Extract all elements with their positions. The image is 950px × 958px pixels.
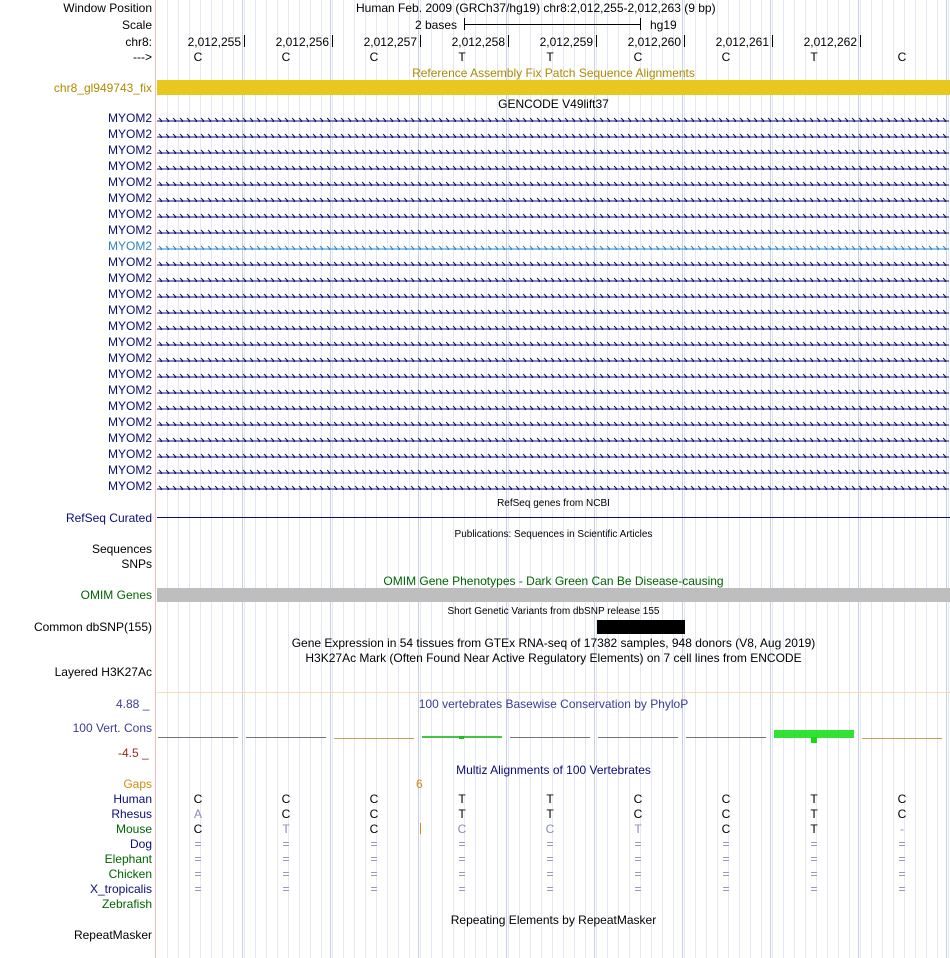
gencode-gene-label[interactable]: MYOM2 xyxy=(107,479,152,493)
grid-line xyxy=(420,0,421,958)
phylop-score-bar xyxy=(246,737,326,738)
multiz-base: = xyxy=(458,867,466,881)
grid-line xyxy=(442,0,443,958)
phylop-score-bar xyxy=(334,738,414,739)
gencode-gene-model[interactable] xyxy=(157,130,949,138)
multiz-base: = xyxy=(634,867,642,881)
multiz-species-label[interactable]: Dog xyxy=(129,837,152,851)
ruler-position-label: 2,012,257 xyxy=(363,35,417,49)
multiz-species-label[interactable]: X_tropicalis xyxy=(89,882,152,896)
gencode-gene-model[interactable] xyxy=(157,210,949,218)
multiz-base: = xyxy=(458,837,466,851)
h3k27ac-label[interactable]: Layered H3K27Ac xyxy=(54,665,152,679)
ruler-tick xyxy=(508,35,509,47)
grid-line xyxy=(255,0,256,958)
scale-bar xyxy=(464,18,641,30)
gencode-gene-model[interactable] xyxy=(157,482,949,490)
grid-line xyxy=(431,0,432,958)
window-position-label: Window Position xyxy=(63,1,152,15)
grid-line xyxy=(750,0,751,958)
multiz-base: = xyxy=(458,882,466,896)
gencode-gene-label[interactable]: MYOM2 xyxy=(107,447,152,461)
multiz-base: = xyxy=(282,852,290,866)
gencode-gene-model[interactable] xyxy=(157,226,949,234)
multiz-base: = xyxy=(898,852,906,866)
grid-line xyxy=(409,0,410,958)
multiz-base: = xyxy=(898,867,906,881)
ruler-position-label: 2,012,259 xyxy=(539,35,593,49)
ruler-tick xyxy=(596,35,597,47)
base-boundary-line xyxy=(770,0,771,958)
gencode-gene-label[interactable]: MYOM2 xyxy=(107,287,152,301)
publications-snps-label[interactable]: SNPs xyxy=(121,557,152,571)
grid-line xyxy=(882,0,883,958)
base-letter: T xyxy=(810,50,818,64)
scale-assembly: hg19 xyxy=(650,18,677,32)
grid-line xyxy=(387,0,388,958)
multiz-base: = xyxy=(194,882,202,896)
grid-line xyxy=(651,0,652,958)
h3k27ac-title: H3K27Ac Mark (Often Found Near Active Regulatory Elements) on 7 cell lines from ENCODE xyxy=(305,651,802,665)
grid-line xyxy=(618,0,619,958)
multiz-base: C xyxy=(633,792,643,806)
gencode-gene-model[interactable] xyxy=(157,386,949,394)
gencode-gene-model[interactable] xyxy=(157,306,949,314)
grid-line xyxy=(563,0,564,958)
grid-line xyxy=(684,0,685,958)
fix-patch-bar[interactable] xyxy=(157,80,950,95)
ruler-position-label: 2,012,258 xyxy=(451,35,505,49)
gencode-gene-label[interactable]: MYOM2 xyxy=(107,431,152,445)
grid-line xyxy=(222,0,223,958)
gencode-gene-model[interactable] xyxy=(157,290,949,298)
multiz-base: = xyxy=(722,867,730,881)
multiz-base: = xyxy=(634,882,642,896)
h3k27ac-separator xyxy=(157,692,950,693)
grid-line xyxy=(860,0,861,958)
grid-line xyxy=(354,0,355,958)
omim-bar[interactable] xyxy=(157,588,950,602)
multiz-base: C xyxy=(721,807,731,821)
gencode-gene-label[interactable]: MYOM2 xyxy=(107,143,152,157)
ruler-position-label: 2,012,262 xyxy=(803,35,857,49)
gencode-gene-label[interactable]: MYOM2 xyxy=(107,351,152,365)
grid-line xyxy=(706,0,707,958)
multiz-species-label[interactable]: Zebrafish xyxy=(101,897,152,911)
grid-line xyxy=(607,0,608,958)
grid-line xyxy=(585,0,586,958)
phylop-score-bar xyxy=(862,738,942,739)
multiz-species-label[interactable]: Human xyxy=(113,792,152,806)
gencode-gene-label[interactable]: MYOM2 xyxy=(107,415,152,429)
multiz-base: = xyxy=(370,882,378,896)
gencode-gene-model[interactable] xyxy=(157,402,949,410)
multiz-base: C xyxy=(721,792,731,806)
strand-label: ---> xyxy=(133,50,152,64)
gencode-gene-label[interactable]: MYOM2 xyxy=(107,399,152,413)
grid-line xyxy=(497,0,498,958)
multiz-base: T xyxy=(810,822,818,836)
ruler-position-label: 2,012,255 xyxy=(187,35,241,49)
gencode-gene-label[interactable]: MYOM2 xyxy=(107,207,152,221)
multiz-base: T xyxy=(458,807,466,821)
grid-line xyxy=(244,0,245,958)
gencode-gene-label[interactable]: MYOM2 xyxy=(107,367,152,381)
grid-line xyxy=(596,0,597,958)
gencode-gene-label[interactable]: MYOM2 xyxy=(107,463,152,477)
multiz-base: A xyxy=(193,807,202,821)
phylop-peak-marker xyxy=(811,737,817,743)
base-boundary-line xyxy=(946,0,947,958)
gencode-gene-model[interactable] xyxy=(157,450,949,458)
gencode-gene-model[interactable] xyxy=(157,338,949,346)
base-boundary-line xyxy=(418,0,419,958)
multiz-base: T xyxy=(546,807,554,821)
label-divider xyxy=(155,0,156,958)
multiz-base: C xyxy=(193,822,203,836)
grid-line xyxy=(167,0,168,958)
gencode-gene-model[interactable] xyxy=(157,322,949,330)
phylop-score-bar xyxy=(510,737,590,738)
multiz-base: = xyxy=(370,837,378,851)
gaps-value: 6 xyxy=(416,777,423,791)
phylop-label[interactable]: 100 Vert. Cons xyxy=(72,721,152,735)
phylop-score-bar xyxy=(598,737,678,738)
phylop-score-bar xyxy=(686,737,766,738)
grid-line xyxy=(332,0,333,958)
refseq-label[interactable]: RefSeq Curated xyxy=(65,511,152,525)
multiz-base: = xyxy=(194,837,202,851)
grid-line xyxy=(849,0,850,958)
grid-line xyxy=(486,0,487,958)
multiz-base: T xyxy=(634,822,642,836)
multiz-base: T xyxy=(546,792,554,806)
ruler-tick xyxy=(772,35,773,47)
grid-line xyxy=(926,0,927,958)
gencode-gene-label[interactable]: MYOM2 xyxy=(107,255,152,269)
multiz-base: = xyxy=(370,852,378,866)
base-letter: C xyxy=(193,50,203,64)
multiz-base: = xyxy=(194,867,202,881)
gtex-title: Gene Expression in 54 tissues from GTEx RNA-seq of 17382 samples, 948 donors (V8, Aug 2019) xyxy=(291,636,816,650)
gencode-title: GENCODE V49lift37 xyxy=(498,97,609,111)
multiz-species-label[interactable]: Elephant xyxy=(104,852,152,866)
grid-line xyxy=(299,0,300,958)
multiz-base: = xyxy=(810,852,818,866)
multiz-base: T xyxy=(458,792,466,806)
ruler-tick xyxy=(332,35,333,47)
base-letter: C xyxy=(897,50,907,64)
base-boundary-line xyxy=(858,0,859,958)
multiz-base: = xyxy=(546,837,554,851)
dbsnp-title: Short Genetic Variants from dbSNP release 155 xyxy=(447,606,660,617)
grid-line xyxy=(398,0,399,958)
base-letter: C xyxy=(633,50,643,64)
multiz-base: C xyxy=(457,822,467,836)
multiz-base: = xyxy=(282,837,290,851)
grid-line xyxy=(310,0,311,958)
phylop-min-label: -4.5 _ xyxy=(118,746,149,760)
gencode-gene-model[interactable] xyxy=(157,466,949,474)
multiz-base: T xyxy=(810,807,818,821)
gencode-gene-model[interactable] xyxy=(157,434,949,442)
grid-line xyxy=(178,0,179,958)
multiz-species-label[interactable]: Rhesus xyxy=(111,807,152,821)
gencode-gene-model[interactable] xyxy=(157,258,949,266)
gap-insertion-marker xyxy=(420,823,421,834)
gencode-gene-label[interactable]: MYOM2 xyxy=(107,335,152,349)
multiz-species-label[interactable]: Mouse xyxy=(115,822,152,836)
multiz-base: = xyxy=(810,837,818,851)
grid-line xyxy=(662,0,663,958)
multiz-base: = xyxy=(458,852,466,866)
multiz-base: = xyxy=(722,852,730,866)
repeatmasker-label[interactable]: RepeatMasker xyxy=(73,928,152,942)
gencode-gene-label[interactable]: MYOM2 xyxy=(107,159,152,173)
grid-line xyxy=(794,0,795,958)
grid-line xyxy=(519,0,520,958)
multiz-base: C xyxy=(897,807,907,821)
grid-line xyxy=(233,0,234,958)
multiz-base: = xyxy=(370,867,378,881)
gencode-gene-label[interactable]: MYOM2 xyxy=(107,271,152,285)
grid-line xyxy=(772,0,773,958)
refseq-gene-line[interactable] xyxy=(157,517,950,518)
gencode-gene-model[interactable] xyxy=(157,370,949,378)
multiz-base: T xyxy=(282,822,290,836)
gencode-gene-model[interactable] xyxy=(157,194,949,202)
multiz-base: = xyxy=(810,867,818,881)
multiz-base: C xyxy=(369,807,379,821)
grid-line xyxy=(695,0,696,958)
multiz-base: C xyxy=(721,822,731,836)
gencode-gene-model[interactable] xyxy=(157,162,949,170)
grid-line xyxy=(673,0,674,958)
multiz-base: = xyxy=(282,882,290,896)
gencode-gene-label[interactable]: MYOM2 xyxy=(107,239,152,253)
grid-line xyxy=(266,0,267,958)
gencode-gene-label[interactable]: MYOM2 xyxy=(107,383,152,397)
gencode-gene-model[interactable] xyxy=(157,242,949,250)
grid-line xyxy=(948,0,949,958)
multiz-base: C xyxy=(281,807,291,821)
gencode-gene-model[interactable] xyxy=(157,418,949,426)
phylop-max-label: 4.88 _ xyxy=(116,697,150,711)
window-position-title: Human Feb. 2009 (GRCh37/hg19) chr8:2,012,255-2,012,263 (9 bp) xyxy=(356,1,716,15)
grid-line xyxy=(475,0,476,958)
multiz-base: = xyxy=(546,882,554,896)
multiz-species-label[interactable]: Chicken xyxy=(108,867,152,881)
grid-line xyxy=(574,0,575,958)
fix-patch-label[interactable]: chr8_gl949743_fix xyxy=(53,81,152,95)
grid-line xyxy=(321,0,322,958)
multiz-base: = xyxy=(722,882,730,896)
ruler-position-label: 2,012,261 xyxy=(715,35,769,49)
gencode-gene-model[interactable] xyxy=(157,354,949,362)
gaps-label[interactable]: Gaps xyxy=(123,777,152,791)
gencode-gene-label[interactable]: MYOM2 xyxy=(107,175,152,189)
multiz-base: = xyxy=(634,852,642,866)
ruler-position-label: 2,012,260 xyxy=(627,35,681,49)
gencode-gene-model[interactable] xyxy=(157,114,949,122)
base-boundary-line xyxy=(682,0,683,958)
gencode-gene-label[interactable]: MYOM2 xyxy=(107,191,152,205)
phylop-peak-marker xyxy=(459,736,464,739)
multiz-base: C xyxy=(193,792,203,806)
grid-line xyxy=(937,0,938,958)
multiz-base: = xyxy=(634,837,642,851)
base-boundary-line xyxy=(242,0,243,958)
fix-patch-title: Reference Assembly Fix Patch Sequence Alignments xyxy=(412,66,695,80)
refseq-title: RefSeq genes from NCBI xyxy=(497,498,610,509)
multiz-base: = xyxy=(722,837,730,851)
multiz-base: = xyxy=(546,852,554,866)
scale-label: Scale xyxy=(121,18,152,32)
ruler-position-label: 2,012,256 xyxy=(275,35,329,49)
multiz-base: - xyxy=(900,822,904,836)
grid-line xyxy=(838,0,839,958)
scale-text: 2 bases xyxy=(415,18,458,32)
publications-title: Publications: Sequences in Scientific Articles xyxy=(454,529,653,540)
multiz-base: C xyxy=(897,792,907,806)
multiz-title: Multiz Alignments of 100 Vertebrates xyxy=(456,763,651,777)
grid-line xyxy=(343,0,344,958)
gencode-gene-label[interactable]: MYOM2 xyxy=(107,127,152,141)
chrom-label: chr8: xyxy=(125,35,152,49)
ruler-tick xyxy=(420,35,421,47)
grid-line xyxy=(739,0,740,958)
grid-line xyxy=(915,0,916,958)
dbsnp-label[interactable]: Common dbSNP(155) xyxy=(33,620,152,634)
grid-line xyxy=(508,0,509,958)
grid-line xyxy=(761,0,762,958)
gencode-gene-label[interactable]: MYOM2 xyxy=(107,319,152,333)
ruler-tick xyxy=(684,35,685,47)
multiz-base: C xyxy=(369,822,379,836)
multiz-base: T xyxy=(810,792,818,806)
multiz-base: C xyxy=(369,792,379,806)
gencode-gene-model[interactable] xyxy=(157,178,949,186)
multiz-base: = xyxy=(282,867,290,881)
omim-label[interactable]: OMIM Genes xyxy=(80,588,152,602)
ruler-tick xyxy=(860,35,861,47)
dbsnp-variant-block[interactable] xyxy=(597,620,685,634)
base-letter: C xyxy=(281,50,291,64)
gencode-gene-label[interactable]: MYOM2 xyxy=(107,223,152,237)
ruler-tick xyxy=(244,35,245,47)
multiz-base: = xyxy=(898,882,906,896)
publications-sequences-label[interactable]: Sequences xyxy=(91,542,152,556)
multiz-base: = xyxy=(194,852,202,866)
gencode-gene-label[interactable]: MYOM2 xyxy=(107,303,152,317)
grid-line xyxy=(871,0,872,958)
phylop-score-bar xyxy=(158,737,238,738)
base-boundary-line xyxy=(506,0,507,958)
base-letter: C xyxy=(369,50,379,64)
base-letter: T xyxy=(546,50,554,64)
multiz-base: C xyxy=(545,822,555,836)
multiz-base: C xyxy=(633,807,643,821)
multiz-base: = xyxy=(810,882,818,896)
multiz-base: = xyxy=(546,867,554,881)
gencode-gene-model[interactable] xyxy=(157,146,949,154)
grid-line xyxy=(783,0,784,958)
base-letter: C xyxy=(721,50,731,64)
gencode-gene-label[interactable]: MYOM2 xyxy=(107,111,152,125)
omim-title: OMIM Gene Phenotypes - Dark Green Can Be Disease-causing xyxy=(383,574,724,588)
base-boundary-line xyxy=(594,0,595,958)
grid-line xyxy=(211,0,212,958)
base-boundary-line xyxy=(330,0,331,958)
multiz-base: C xyxy=(281,792,291,806)
grid-line xyxy=(827,0,828,958)
multiz-base: = xyxy=(898,837,906,851)
repeatmasker-title: Repeating Elements by RepeatMasker xyxy=(450,913,657,927)
base-letter: T xyxy=(458,50,466,64)
phylop-title: 100 vertebrates Basewise Conservation by PhyloP xyxy=(418,697,689,711)
grid-line xyxy=(530,0,531,958)
gencode-gene-model[interactable] xyxy=(157,274,949,282)
